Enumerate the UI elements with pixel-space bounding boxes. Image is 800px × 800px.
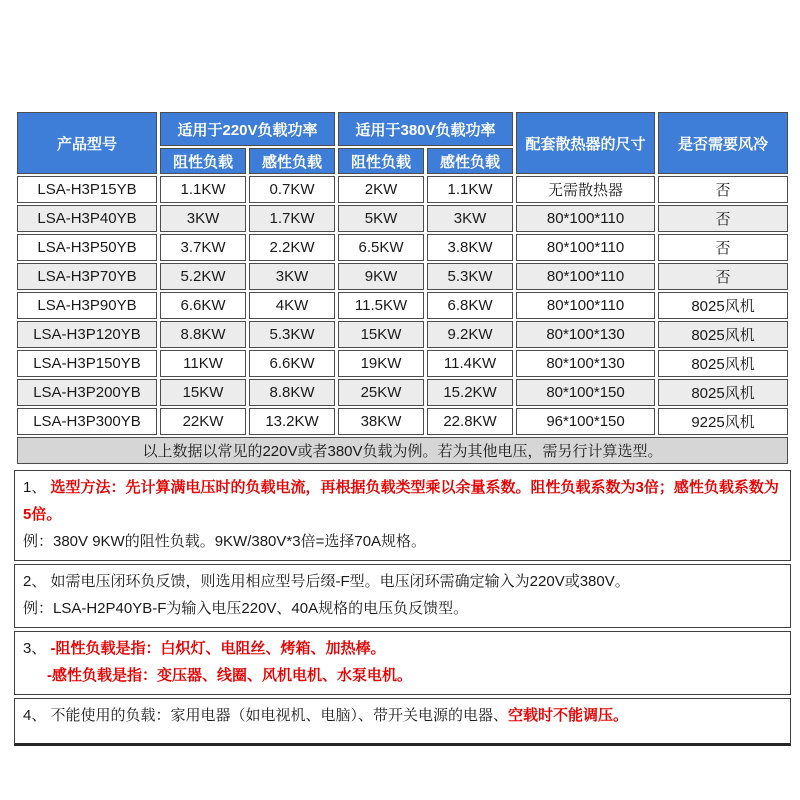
note-resistive-load-definition: -阻性负载是指：白炽灯、电阻丝、烤箱、加热棒。	[50, 640, 386, 657]
header-heatsink: 配套散热器的尺寸	[516, 112, 655, 174]
note-no-load-warning: 空载时不能调压。	[508, 707, 629, 724]
cell-model: LSA-H3P120YB	[17, 321, 157, 348]
cell-220-inductive: 3KW	[249, 263, 335, 290]
cell-220-resistive: 6.6KW	[160, 292, 246, 319]
note-unusable-loads	[14, 698, 791, 746]
cell-fan: 否	[658, 263, 788, 290]
note-number: 3、	[23, 640, 51, 657]
cell-380-resistive: 2KW	[338, 176, 424, 203]
note-line	[23, 474, 782, 528]
cell-220-resistive: 11KW	[160, 350, 246, 377]
cell-380-inductive: 1.1KW	[427, 176, 513, 203]
cell-380-inductive: 3.8KW	[427, 234, 513, 261]
cell-fan: 8025风机	[658, 379, 788, 406]
cell-380-inductive: 22.8KW	[427, 408, 513, 435]
cell-380-inductive: 5.3KW	[427, 263, 513, 290]
cell-220-resistive: 1.1KW	[160, 176, 246, 203]
header-fan: 是否需要风冷	[658, 112, 788, 174]
cell-220-inductive: 1.7KW	[249, 205, 335, 232]
note-selection-method	[14, 470, 791, 561]
table-row	[17, 292, 788, 319]
cell-380-resistive: 11.5KW	[338, 292, 424, 319]
cell-heatsink: 80*100*110	[516, 292, 655, 319]
spec-sheet	[14, 110, 791, 746]
note-load-definitions	[14, 631, 791, 695]
header-380v-resistive: 阻性负载	[338, 148, 424, 174]
cell-380-resistive: 25KW	[338, 379, 424, 406]
cell-220-inductive: 4KW	[249, 292, 335, 319]
header-row-groups	[17, 112, 788, 146]
header-group-380v: 适用于380V负载功率	[338, 112, 513, 146]
cell-fan: 8025风机	[658, 350, 788, 377]
note-unusable-loads-text: 4、 不能使用的负载：家用电器（如电视机、电脑）、带开关电源的电器、	[23, 707, 509, 724]
cell-model: LSA-H3P90YB	[17, 292, 157, 319]
cell-220-resistive: 22KW	[160, 408, 246, 435]
note-voltage-feedback-example: 例：LSA-H2P40YB-F为输入电压220V、40A规格的电压负反馈型。	[23, 600, 469, 617]
cell-model: LSA-H3P50YB	[17, 234, 157, 261]
cell-380-inductive: 9.2KW	[427, 321, 513, 348]
note-line	[23, 635, 782, 662]
table-row	[17, 321, 788, 348]
table-row	[17, 205, 788, 232]
cell-fan: 否	[658, 234, 788, 261]
cell-380-resistive: 38KW	[338, 408, 424, 435]
cell-220-inductive: 8.8KW	[249, 379, 335, 406]
header-model: 产品型号	[17, 112, 157, 174]
table-row	[17, 234, 788, 261]
cell-220-resistive: 3.7KW	[160, 234, 246, 261]
cell-380-resistive: 5KW	[338, 205, 424, 232]
table-row	[17, 379, 788, 406]
header-220v-inductive: 感性负载	[249, 148, 335, 174]
header-220v-resistive: 阻性负载	[160, 148, 246, 174]
table-footer-note: 以上数据以常见的220V或者380V负载为例。若为其他电压，需另行计算选型。	[17, 437, 788, 464]
cell-220-inductive: 6.6KW	[249, 350, 335, 377]
cell-220-resistive: 5.2KW	[160, 263, 246, 290]
cell-heatsink: 无需散热器	[516, 176, 655, 203]
note-selection-method-text: 选型方法：先计算满电压时的负载电流，再根据负载类型乘以余量系数。阻性负载系数为3倍；感性负载系数为5倍。	[23, 479, 779, 523]
note-selection-example: 例：380V 9KW的阻性负载。9KW/380V*3倍=选择70A规格。	[23, 533, 427, 550]
cell-heatsink: 80*100*110	[516, 234, 655, 261]
cell-380-inductive: 6.8KW	[427, 292, 513, 319]
cell-220-resistive: 15KW	[160, 379, 246, 406]
cell-model: LSA-H3P200YB	[17, 379, 157, 406]
note-voltage-feedback-text: 2、 如需电压闭环负反馈，则选用相应型号后缀-F型。电压闭环需确定输入为220V或380V。	[23, 573, 630, 590]
note-voltage-feedback	[14, 564, 791, 628]
header-group-220v: 适用于220V负载功率	[160, 112, 335, 146]
header-380v-inductive: 感性负载	[427, 148, 513, 174]
cell-heatsink: 80*100*130	[516, 321, 655, 348]
note-line	[23, 702, 782, 729]
table-row	[17, 263, 788, 290]
table-footer-row	[17, 437, 788, 464]
cell-fan: 9225风机	[658, 408, 788, 435]
cell-model: LSA-H3P40YB	[17, 205, 157, 232]
table-row	[17, 408, 788, 435]
cell-heatsink: 96*100*150	[516, 408, 655, 435]
cell-fan: 8025风机	[658, 292, 788, 319]
table-row	[17, 176, 788, 203]
cell-220-resistive: 8.8KW	[160, 321, 246, 348]
cell-380-inductive: 15.2KW	[427, 379, 513, 406]
cell-model: LSA-H3P300YB	[17, 408, 157, 435]
cell-220-inductive: 2.2KW	[249, 234, 335, 261]
cell-fan: 否	[658, 205, 788, 232]
cell-model: LSA-H3P150YB	[17, 350, 157, 377]
cell-220-resistive: 3KW	[160, 205, 246, 232]
note-number: 1、	[23, 479, 51, 496]
cell-380-resistive: 9KW	[338, 263, 424, 290]
note-inductive-load-definition: -感性负载是指：变压器、线圈、风机电机、水泵电机。	[47, 667, 412, 684]
cell-model: LSA-H3P15YB	[17, 176, 157, 203]
cell-380-inductive: 3KW	[427, 205, 513, 232]
cell-220-inductive: 13.2KW	[249, 408, 335, 435]
cell-380-inductive: 11.4KW	[427, 350, 513, 377]
table-row	[17, 350, 788, 377]
cell-fan: 8025风机	[658, 321, 788, 348]
cell-380-resistive: 19KW	[338, 350, 424, 377]
cell-heatsink: 80*100*130	[516, 350, 655, 377]
cell-heatsink: 80*100*110	[516, 205, 655, 232]
cell-220-inductive: 5.3KW	[249, 321, 335, 348]
cell-220-inductive: 0.7KW	[249, 176, 335, 203]
cell-380-resistive: 6.5KW	[338, 234, 424, 261]
cell-380-resistive: 15KW	[338, 321, 424, 348]
cell-heatsink: 80*100*150	[516, 379, 655, 406]
cell-fan: 否	[658, 176, 788, 203]
product-spec-table	[14, 110, 791, 466]
cell-model: LSA-H3P70YB	[17, 263, 157, 290]
cell-heatsink: 80*100*110	[516, 263, 655, 290]
